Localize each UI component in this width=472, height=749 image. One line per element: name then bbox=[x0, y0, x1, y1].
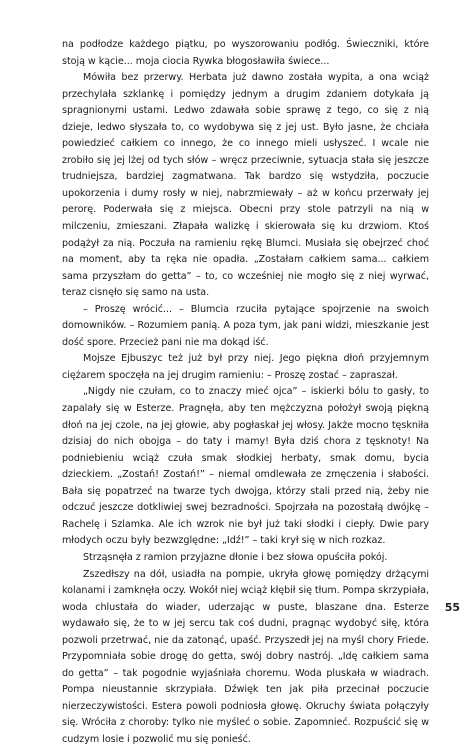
paragraph: Mojsze Ejbuszyc też już był przy niej. Jego piękna dłoń przyjemnym ciężarem spoczęła na jej drugim ramieniu: – Proszę zostać – zapraszał. bbox=[62, 353, 429, 381]
paragraph: Strząsnęła z ramion przyjazne dłonie i bez słowa opuściła pokój. bbox=[83, 551, 388, 563]
body-text bbox=[62, 37, 429, 749]
paragraph: Zszedłszy na dół, usiadła na pompie, ukryła głowę pomiędzy drżącymi kolanami i zamknęła oczy. Wokół niej wciąż kłębił się tłum. Pompa skrzypiała, woda chlustała do wiader, uderzając w puste, blaszane dna. Esterze wydawało się, że to w jej sercu tak coś dudni, pragnąc wydobyć siłę, która pozwoli przetrwać, nie da zatonąć, upaść. Przyszedł jej na myśl chory Friede. Przypomniała sobie drogę do getta, swój dobry nastrój. „Idę całkiem sama do getta” – tak pogodnie wyjaśniała choremu. Woda pluskała w wiadrach. Pompa nieustannie skrzypiała. Dźwięk ten jak piła przecinał poczucie nierzeczywistości. Estera powoli podniosła głowę. Okruchy świata połączyły się. Wróciła z choroby: tylko nie myśleć o sobie. Zapomnieć. Rozpuścić się w cudzym losie i pozwolić mu się ponieść. bbox=[62, 568, 429, 745]
page-number: 55 bbox=[444, 601, 460, 614]
paragraph: na podłodze każdego piątku, po wyszorowaniu podłóg. Świeczniki, które stoją w kącie... moja ciocia Rywka błogosławiła świece... bbox=[62, 39, 429, 67]
paragraph: „Nigdy nie czułam, co to znaczy mieć ojca” – iskierki bólu to gasły, to zapalały się w Esterze. Pragnęła, aby ten mężczyzna położył swoją piękną dłoń na jej czole, na jej głowie, aby pogłaskał jej włosy. Jakże mocno tęskniła dzisiaj do nich obojga – do taty i mamy! Była dziś chora z tęsknoty! Na podniebieniu wciąż czuła smak słodkiej herbaty, smak domu, bycia dzieckiem. „Zostań! Zostań!” – niemal omdlewała ze zmęczenia i słabości. Bała się popatrzeć na twarze tych dwojga, którzy stali przed nią, żeby nie odczuć jeszcze dotkliwiej swej bezradności. Spojrzała na pozostałą dwójkę – Rachelę i Szlamka. Ale ich wzrok nie był już taki słodki i ciepły. Dwie pary młodych oczu były bezwzględne: „Idź!” – taki krył się w nich rozkaz. bbox=[62, 386, 429, 547]
paragraph: – Proszę wrócić... – Blumcia rzuciła pytające spojrzenie na swoich domowników. – Rozumiem panią. A poza tym, jak pani widzi, mieszkanie jest dość spore. Przecież pani nie ma dokąd iść. bbox=[62, 303, 429, 348]
paragraph: Mówiła bez przerwy. Herbata już dawno została wypita, a ona wciąż przechylała szklankę i pomiędzy jednym a drugim zdaniem dotykała ją spragnionymi ustami. Ledwo zdawała sobie sprawę z tego, co się z nią dzieje, ledwo słyszała to, co wydobywa się z jej ust. Było jasne, że chciała powiedzieć całkiem co innego, że co innego mieli usłyszeć. I wcale nie zrobiło się jej lżej od tych słów – wręcz przeciwnie, sytuacja stała się jeszcze trudniejsza, bardziej zagmatwana. Tak bardzo się wstydziła, poczucie upokorzenia i dumy rosły w niej, nabrzmiewały – aż w końcu przerwały jej perorę. Poderwała się z miejsca. Obecni przy stole patrzyli na nią w milczeniu, zmieszani. Złapała walizkę i skierowała się ku drzwiom. Ktoś podążył za nią. Poczuła na ramieniu rękę Blumci. Musiała się obejrzeć choć na moment, aby ta ręka nie opadła. „Zostałam całkiem sama... całkiem sama przyszłam do getta” – to, co wcześniej nie mogło się z niej wyrwać, teraz cisnęło się samo na usta. bbox=[62, 72, 429, 299]
